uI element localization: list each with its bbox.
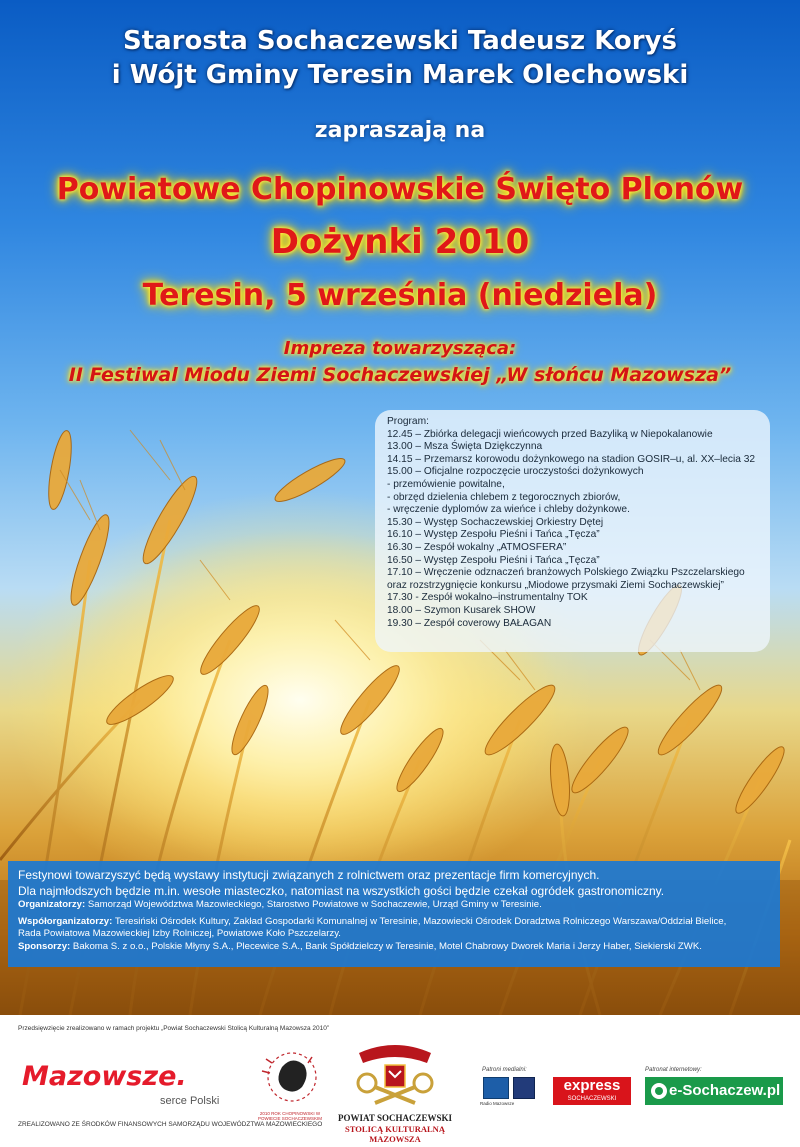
mazowsze-tagline: serce Polski xyxy=(160,1095,220,1107)
organizers-label: Organizatorzy: xyxy=(18,899,86,910)
powiat-motto: STOLICĄ KULTURALNĄ MAZOWSZA xyxy=(345,1124,445,1144)
esochaczew-logo xyxy=(645,1077,783,1105)
program-item: 16.10 – Występ Zespołu Pieśni i Tańca „Tęcza” xyxy=(387,529,600,541)
radio-logo-icon xyxy=(483,1077,509,1099)
program-heading: Program: xyxy=(387,416,429,427)
coorganizers-line xyxy=(18,916,770,929)
info-box xyxy=(8,861,780,967)
program-item: - obrzęd dzielenia chlebem z tegorocznych zbiorów, xyxy=(387,491,621,503)
organizer-line-1: Starosta Sochaczewski Tadeusz Koryś xyxy=(122,26,677,56)
program-item: 17.30 - Zespół wokalno–instrumentalny TOK xyxy=(387,592,588,604)
esochaczew-mark-icon xyxy=(651,1083,667,1099)
invitation-text: zapraszają na xyxy=(314,118,486,143)
info-attractions: Dla najmłodszych będzie m.in. wesołe miasteczko, natomiast na wszystkich gości będzie czekał ogródek gastronomiczny. xyxy=(18,884,665,898)
powiat-crest-keys-icon xyxy=(345,1033,445,1113)
express-sochaczewski-logo xyxy=(553,1077,631,1105)
media-patrons-label: Patroni medialni: xyxy=(482,1067,527,1073)
program-item: 16.30 – Zespół wokalny „ATMOSFERA” xyxy=(387,541,567,553)
program-item: 16.50 – Występ Zespołu Pieśni i Tańca „Tęcza” xyxy=(387,554,600,566)
express-sub: SOCHACZEWSKI xyxy=(567,1096,617,1102)
express-name: express xyxy=(563,1077,621,1094)
organizer-line-2: i Wójt Gminy Teresin Marek Olechowski xyxy=(111,60,689,90)
footer xyxy=(0,1015,800,1147)
coorganizers-label: Współorganizatorzy: xyxy=(18,915,113,927)
accompanying-event-label: Impreza towarzysząca: xyxy=(283,338,517,359)
project-note: Przedsięwzięcie zrealizowano w ramach projektu „Powiat Sochaczewski Stolicą Kulturalną Mazowsza 2010” xyxy=(18,1025,330,1032)
program-box xyxy=(375,410,770,652)
program-item: 19.30 – Zespół coverowy BAŁAGAN xyxy=(387,617,552,629)
program-item: - wręczenie dyplomów za wieńce i chleby dożynkowe. xyxy=(387,504,630,516)
organizers-line xyxy=(18,899,770,912)
funding-note: ZREALIZOWANO ZE ŚRODKÓW FINANSOWYCH SAMORZĄDU WOJEWÓDZTWA MAZOWIECKIEGO xyxy=(18,1121,323,1128)
program-item: 15.30 – Występ Sochaczewskiej Orkiestry Dętej xyxy=(387,516,604,528)
program-item: 13.00 – Msza Święta Dziękczynna xyxy=(387,441,543,453)
event-subtitle: Dożynki 2010 xyxy=(270,222,530,262)
program-item: 14.15 – Przemarsz korowodu dożynkowego na stadion GOSIR–u, al. XX–lecia 32 xyxy=(387,453,756,465)
accompanying-event-name: II Festiwal Miodu Ziemi Sochaczewskiej „W słońcu Mazowsza” xyxy=(68,364,732,386)
powiat-name: POWIAT SOCHACZEWSKI xyxy=(338,1113,452,1123)
mazowsze-logo: Mazowsze. xyxy=(22,1061,187,1092)
program-item: 15.00 – Oficjalne rozpoczęcie uroczystości dożynkowych xyxy=(387,466,644,478)
organizers-list: Samorząd Województwa Mazowieckiego, Starostwo Powiatowe w Sochaczewie, Urząd Gminy w Teresinie. xyxy=(87,899,542,910)
esochaczew-name: e-Sochaczew.pl xyxy=(669,1082,781,1099)
event-date-location: Teresin, 5 września (niedziela) xyxy=(142,278,658,313)
program-item: 17.10 – Wręczenie odznaczeń branżowych Polskiego Związku Pszczelarskiego xyxy=(387,567,745,579)
radio-name: Radio Mazowsze xyxy=(480,1101,515,1106)
program-item: - przemówienie powitalne, xyxy=(387,478,505,490)
program-item: 18.00 – Szymon Kusarek SHOW xyxy=(387,604,536,616)
program-item: oraz rozstrzygnięcie konkursu „Miodowe przysmaki Ziemi Sochaczewskiej” xyxy=(387,579,724,591)
sponsors-line xyxy=(18,941,770,954)
chopin-year-logo-icon xyxy=(252,1041,328,1121)
sponsors-list: Bakoma S. z o.o., Polskie Młyny S.A., Plecewice S.A., Bank Spółdzielczy w Teresinie, Motel Chabrowy Dworek Maria i Jerzy Haber, Siekierski ZWK. xyxy=(72,940,702,952)
info-exhibitions: Festynowi towarzyszyć będą wystawy instytucji związanych z rolnictwem oraz prezentacje firm komercyjnych. xyxy=(18,868,600,882)
coorganizers-line-2: Rada Powiatowa Mazowieckiej Izby Rolniczej, Powiatowe Koło Pszczelarzy. xyxy=(18,928,341,940)
program-item: 12.45 – Zbiórka delegacji wieńcowych przed Bazyliką w Niepokalanowie xyxy=(387,428,713,440)
radio-logo-icon xyxy=(513,1077,535,1099)
coorganizers-list: Teresiński Ośrodek Kultury, Zakład Gospodarki Komunalnej w Teresinie, Mazowiecki Ośrodek Doradztwa Rolniczego Warszawa/Oddział Bielice, xyxy=(114,915,727,927)
event-title: Powiatowe Chopinowskie Święto Plonów xyxy=(56,172,744,207)
chopin-logo-text: 2010 ROK CHOPINOWSKI W POWIECIE SOCHACZEWSKIM xyxy=(257,1111,322,1121)
sponsors-label: Sponsorzy: xyxy=(18,940,71,952)
internet-patron-label: Patronat internetowy: xyxy=(645,1067,702,1073)
